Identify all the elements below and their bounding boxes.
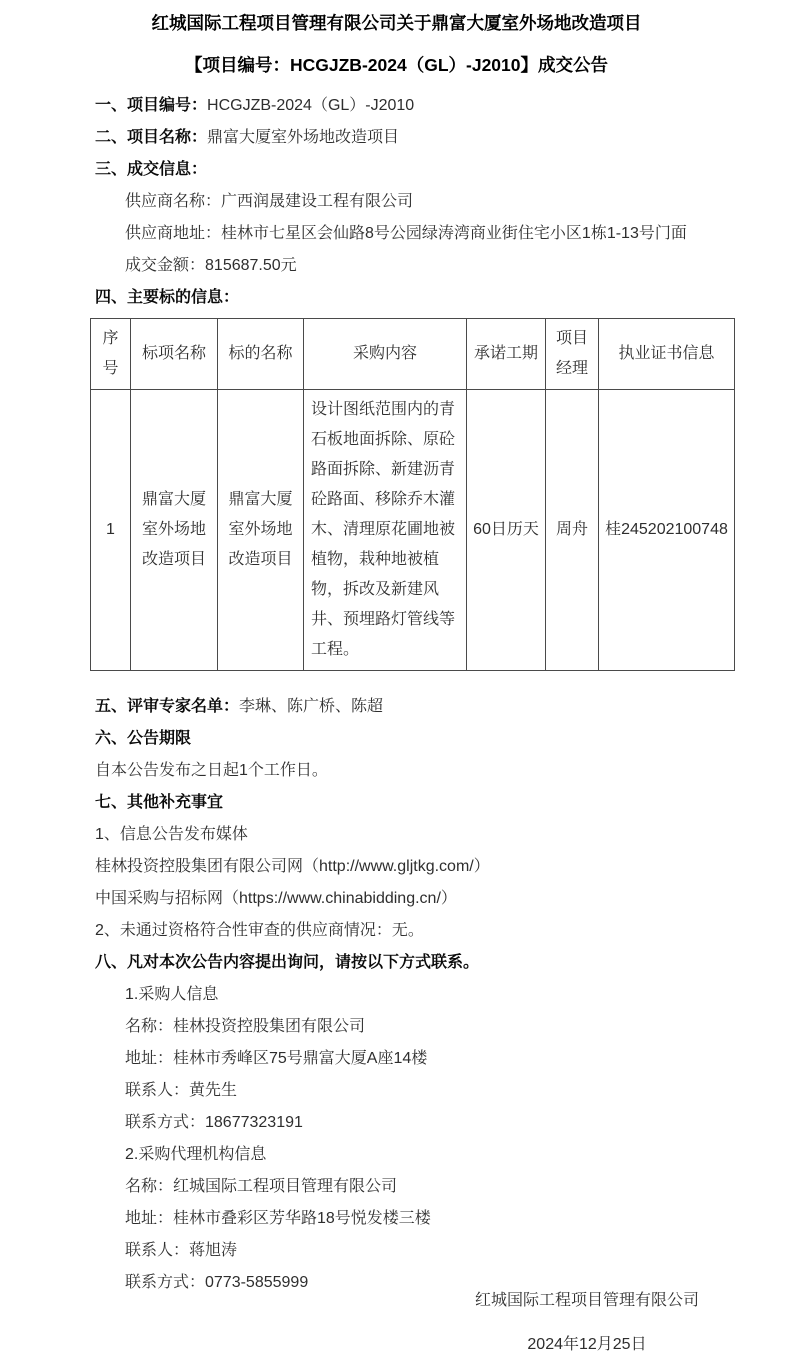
signature-org: 红城国际工程项目管理有限公司 xyxy=(474,1292,699,1309)
cell-manager: 周舟 xyxy=(546,390,599,671)
media-heading-line: 1、信息公告发布媒体 xyxy=(95,826,248,843)
agency-contact-line: 联系人：蒋旭涛 xyxy=(125,1242,238,1259)
section-period-heading: 六、公告期限 xyxy=(95,730,192,747)
col-header-subject-name: 标的名称 xyxy=(218,319,304,390)
section-experts-label: 五、评审专家名单： xyxy=(95,698,240,715)
cell-procurement-content: 设计图纸范围内的青石板地面拆除、原砼路面拆除、新建沥青砼路面、移除乔木灌木、清理原花圃地被植物，栽种地被植物，拆改及新建风井、预埋路灯管线等工程。 xyxy=(304,390,467,671)
purchaser-phone-line: 联系方式：18677323191 xyxy=(125,1114,303,1131)
unqualified-suppliers-line: 2、未通过资格符合性审查的供应商情况：无。 xyxy=(95,922,424,939)
media-site2-line: 中国采购与招标网（https://www.chinabidding.cn/） xyxy=(95,890,457,907)
agency-phone-line: 联系方式：0773-5855999 xyxy=(125,1274,309,1291)
document-body xyxy=(0,90,793,1299)
section-main-subject-heading: 四、主要标的信息： xyxy=(95,289,240,306)
col-header-license: 执业证书信息 xyxy=(599,319,735,390)
col-header-seq: 序号 xyxy=(91,319,131,390)
agency-address-line: 地址：桂林市叠彩区芳华路18号悦发楼三楼 xyxy=(125,1210,431,1227)
cell-seq: 1 xyxy=(91,390,131,671)
col-header-lot-name: 标项名称 xyxy=(131,319,218,390)
section-other-matters-heading: 七、其他补充事宜 xyxy=(95,794,224,811)
cell-subject-name: 鼎富大厦室外场地改造项目 xyxy=(218,390,304,671)
award-amount-value: 815687.50元 xyxy=(205,257,297,274)
purchaser-contact-line: 联系人：黄先生 xyxy=(125,1082,238,1099)
section-project-number-value: HCGJZB-2024（GL）-J2010 xyxy=(207,97,415,114)
purchaser-heading-line: 1.采购人信息 xyxy=(125,986,219,1003)
signature-date: 2024年12月25日 xyxy=(527,1336,647,1353)
col-header-procurement-content: 采购内容 xyxy=(304,319,467,390)
section-project-number xyxy=(95,90,753,122)
supplier-name-value: 广西润晟建设工程有限公司 xyxy=(221,193,414,210)
supplier-name-label: 供应商名称： xyxy=(125,193,222,210)
section-period-body: 自本公告发布之日起1个工作日。 xyxy=(95,762,328,779)
supplier-address-label: 供应商地址： xyxy=(125,225,222,242)
section-contact-heading: 八、凡对本次公告内容提出询问，请按以下方式联系。 xyxy=(95,954,480,971)
supplier-name-line xyxy=(125,186,753,218)
purchaser-name-line: 名称：桂林投资控股集团有限公司 xyxy=(125,1018,366,1035)
section-experts xyxy=(95,691,753,723)
table-header-row xyxy=(91,319,735,390)
cell-lot-name: 鼎富大厦室外场地改造项目 xyxy=(131,390,218,671)
doc-title-line2: 【项目编号：HCGJZB-2024（GL）-J2010】成交公告 xyxy=(185,55,608,75)
media-site1-line: 桂林投资控股集团有限公司网（http://www.gljtkg.com/） xyxy=(95,858,490,875)
award-amount-label: 成交金额： xyxy=(125,257,206,274)
award-amount-line xyxy=(125,250,753,282)
supplier-address-line xyxy=(125,218,753,250)
agency-name-line: 名称：红城国际工程项目管理有限公司 xyxy=(125,1178,398,1195)
signature-block xyxy=(412,1290,762,1356)
section-project-name xyxy=(95,122,753,154)
section-award-info-heading: 三、成交信息： xyxy=(95,161,208,178)
col-header-manager: 项目经理 xyxy=(546,319,599,390)
section-project-name-label: 二、项目名称： xyxy=(95,129,208,146)
section-project-name-value: 鼎富大厦室外场地改造项目 xyxy=(207,129,400,146)
supplier-address-value: 桂林市七星区会仙路8号公园绿涛湾商业街住宅小区1栋1-13号门面 xyxy=(221,225,687,242)
doc-title-line1: 红城国际工程项目管理有限公司关于鼎富大厦室外场地改造项目 xyxy=(151,13,642,33)
cell-license: 桂245202100748 xyxy=(599,390,735,671)
cell-duration: 60日历天 xyxy=(467,390,546,671)
agency-heading-line: 2.采购代理机构信息 xyxy=(125,1146,267,1163)
section-experts-value: 李琳、陈广桥、陈超 xyxy=(239,698,384,715)
table-row xyxy=(91,390,735,671)
col-header-duration: 承诺工期 xyxy=(467,319,546,390)
section-project-number-label: 一、项目编号： xyxy=(95,97,208,114)
purchaser-address-line: 地址：桂林市秀峰区75号鼎富大厦A座14楼 xyxy=(125,1050,428,1067)
main-subject-table xyxy=(90,318,735,671)
